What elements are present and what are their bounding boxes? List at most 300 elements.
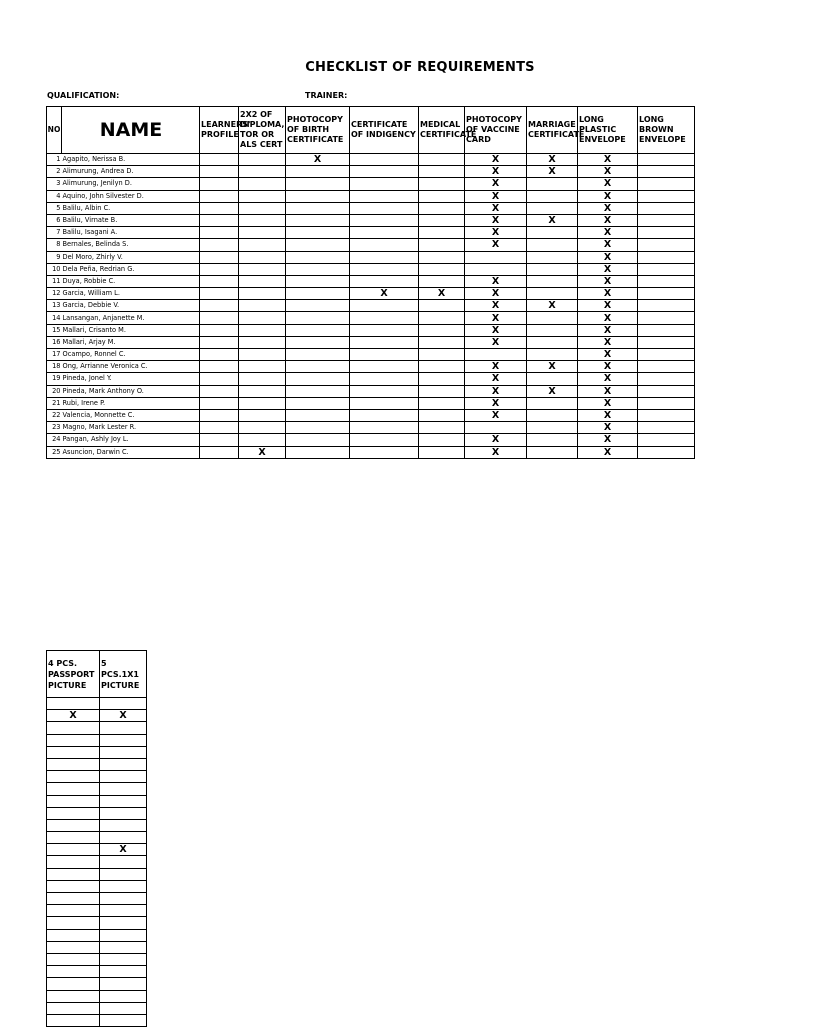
cell-indigency <box>350 422 419 434</box>
cell-indigency <box>350 409 419 421</box>
row-name: Pineda, Jonel Y. <box>62 373 200 385</box>
cell-passport-picture <box>47 990 100 1002</box>
cell-plastic-envelope: X <box>578 361 638 373</box>
cell-vaccine: X <box>465 385 527 397</box>
table-row <box>47 361 695 373</box>
cell-brown-envelope <box>638 190 695 202</box>
pictures-row <box>47 758 147 770</box>
cell-indigency <box>350 385 419 397</box>
row-name: Ocampo, Ronnel C. <box>62 349 200 361</box>
row-name: Balilu, Isagani A. <box>62 227 200 239</box>
cell-learners-profile <box>200 336 239 348</box>
cell-plastic-envelope: X <box>578 154 638 166</box>
cell-indigency <box>350 202 419 214</box>
cell-vaccine <box>465 422 527 434</box>
cell-learners-profile <box>200 239 239 251</box>
cell-brown-envelope <box>638 275 695 287</box>
pictures-row <box>47 783 147 795</box>
cell-plastic-envelope: X <box>578 336 638 348</box>
table-row <box>47 434 695 446</box>
table-row <box>47 288 695 300</box>
cell-medical <box>419 275 465 287</box>
row-number: 11 <box>47 275 62 287</box>
pictures-row <box>47 941 147 953</box>
cell-vaccine: X <box>465 397 527 409</box>
header-vaccine: PHOTOCOPY OF VACCINE CARD <box>465 107 527 154</box>
cell-birth-cert <box>286 336 350 348</box>
cell-diploma <box>239 166 286 178</box>
pictures-row <box>47 868 147 880</box>
cell-indigency <box>350 361 419 373</box>
cell-1x1-picture <box>100 990 147 1002</box>
cell-medical <box>419 300 465 312</box>
cell-indigency <box>350 275 419 287</box>
pictures-row <box>47 844 147 856</box>
cell-medical <box>419 190 465 202</box>
cell-vaccine: X <box>465 336 527 348</box>
table-row <box>47 409 695 421</box>
cell-1x1-picture <box>100 783 147 795</box>
cell-diploma <box>239 409 286 421</box>
cell-birth-cert <box>286 409 350 421</box>
cell-medical <box>419 178 465 190</box>
cell-passport-picture <box>47 795 100 807</box>
cell-birth-cert <box>286 434 350 446</box>
cell-1x1-picture <box>100 893 147 905</box>
cell-passport-picture <box>47 953 100 965</box>
table-row <box>47 312 695 324</box>
cell-1x1-picture <box>100 758 147 770</box>
table-row <box>47 154 695 166</box>
cell-plastic-envelope: X <box>578 251 638 263</box>
pictures-row <box>47 710 147 722</box>
cell-diploma <box>239 312 286 324</box>
cell-marriage <box>527 349 578 361</box>
cell-birth-cert <box>286 288 350 300</box>
table-row <box>47 385 695 397</box>
cell-marriage <box>527 251 578 263</box>
row-number: 14 <box>47 312 62 324</box>
cell-plastic-envelope: X <box>578 324 638 336</box>
cell-passport-picture <box>47 734 100 746</box>
cell-passport-picture <box>47 893 100 905</box>
cell-diploma: X <box>239 446 286 458</box>
cell-indigency <box>350 312 419 324</box>
cell-diploma <box>239 288 286 300</box>
cell-marriage: X <box>527 154 578 166</box>
cell-learners-profile <box>200 263 239 275</box>
row-number: 18 <box>47 361 62 373</box>
cell-marriage <box>527 312 578 324</box>
cell-indigency <box>350 251 419 263</box>
table-row <box>47 166 695 178</box>
row-number: 16 <box>47 336 62 348</box>
row-name: Pangan, Ashly Joy L. <box>62 434 200 446</box>
cell-learners-profile <box>200 300 239 312</box>
cell-passport-picture <box>47 698 100 710</box>
cell-passport-picture <box>47 868 100 880</box>
table-header-row <box>47 107 695 154</box>
cell-plastic-envelope: X <box>578 434 638 446</box>
row-number: 12 <box>47 288 62 300</box>
cell-indigency <box>350 154 419 166</box>
cell-brown-envelope <box>638 300 695 312</box>
cell-birth-cert <box>286 300 350 312</box>
pictures-row <box>47 807 147 819</box>
cell-learners-profile <box>200 154 239 166</box>
table-row <box>47 202 695 214</box>
cell-brown-envelope <box>638 409 695 421</box>
cell-birth-cert: X <box>286 154 350 166</box>
cell-brown-envelope <box>638 214 695 226</box>
row-name: Agapito, Nerissa B. <box>62 154 200 166</box>
cell-medical <box>419 446 465 458</box>
cell-diploma <box>239 214 286 226</box>
pictures-header-row <box>47 651 147 698</box>
cell-passport-picture <box>47 1002 100 1014</box>
table-row <box>47 275 695 287</box>
cell-indigency <box>350 166 419 178</box>
cell-1x1-picture <box>100 1002 147 1014</box>
table-row <box>47 239 695 251</box>
pictures-row <box>47 966 147 978</box>
table-row <box>47 446 695 458</box>
cell-brown-envelope <box>638 166 695 178</box>
cell-indigency <box>350 300 419 312</box>
row-name: Garcia, Debbie V. <box>62 300 200 312</box>
pictures-row <box>47 832 147 844</box>
cell-medical <box>419 154 465 166</box>
cell-learners-profile <box>200 422 239 434</box>
cell-medical <box>419 409 465 421</box>
pictures-row <box>47 734 147 746</box>
cell-indigency <box>350 227 419 239</box>
cell-indigency: X <box>350 288 419 300</box>
cell-marriage <box>527 446 578 458</box>
cell-diploma <box>239 397 286 409</box>
cell-plastic-envelope: X <box>578 166 638 178</box>
cell-diploma <box>239 300 286 312</box>
row-name: Pineda, Mark Anthony O. <box>62 385 200 397</box>
cell-brown-envelope <box>638 422 695 434</box>
header-indigency: CERTIFICATE OF INDIGENCY <box>350 107 419 154</box>
cell-medical <box>419 239 465 251</box>
cell-vaccine: X <box>465 275 527 287</box>
cell-diploma <box>239 202 286 214</box>
cell-1x1-picture <box>100 746 147 758</box>
header-brown-envelope: LONG BROWN ENVELOPE <box>638 107 695 154</box>
row-number: 4 <box>47 190 62 202</box>
cell-marriage <box>527 227 578 239</box>
cell-medical <box>419 202 465 214</box>
cell-birth-cert <box>286 324 350 336</box>
cell-diploma <box>239 190 286 202</box>
cell-plastic-envelope: X <box>578 214 638 226</box>
cell-learners-profile <box>200 166 239 178</box>
row-number: 25 <box>47 446 62 458</box>
cell-medical: X <box>419 288 465 300</box>
cell-medical <box>419 385 465 397</box>
cell-diploma <box>239 251 286 263</box>
cell-birth-cert <box>286 422 350 434</box>
cell-vaccine: X <box>465 361 527 373</box>
row-number: 19 <box>47 373 62 385</box>
cell-brown-envelope <box>638 349 695 361</box>
cell-marriage <box>527 373 578 385</box>
cell-diploma <box>239 178 286 190</box>
cell-marriage <box>527 336 578 348</box>
cell-marriage <box>527 397 578 409</box>
header-no: NO <box>47 107 62 154</box>
cell-passport-picture <box>47 1014 100 1026</box>
cell-birth-cert <box>286 312 350 324</box>
cell-1x1-picture <box>100 771 147 783</box>
row-number: 10 <box>47 263 62 275</box>
cell-1x1-picture <box>100 953 147 965</box>
cell-plastic-envelope: X <box>578 422 638 434</box>
cell-medical <box>419 373 465 385</box>
table-row <box>47 178 695 190</box>
table-row <box>47 336 695 348</box>
row-name: Del Moro, Zhirly V. <box>62 251 200 263</box>
cell-vaccine: X <box>465 312 527 324</box>
cell-marriage: X <box>527 361 578 373</box>
cell-learners-profile <box>200 178 239 190</box>
cell-passport-picture <box>47 856 100 868</box>
cell-passport-picture <box>47 771 100 783</box>
cell-marriage: X <box>527 214 578 226</box>
cell-diploma <box>239 385 286 397</box>
cell-indigency <box>350 397 419 409</box>
row-name: Lansangan, Anjanette M. <box>62 312 200 324</box>
cell-marriage <box>527 263 578 275</box>
cell-brown-envelope <box>638 263 695 275</box>
table-row <box>47 251 695 263</box>
cell-vaccine: X <box>465 434 527 446</box>
row-name: Magno, Mark Lester R. <box>62 422 200 434</box>
header-1x1-picture: 5 PCS.1X1 PICTURE <box>100 651 147 698</box>
cell-birth-cert <box>286 446 350 458</box>
cell-learners-profile <box>200 324 239 336</box>
cell-brown-envelope <box>638 178 695 190</box>
row-name: Mallari, Crisanto M. <box>62 324 200 336</box>
row-number: 1 <box>47 154 62 166</box>
row-number: 17 <box>47 349 62 361</box>
table-row <box>47 373 695 385</box>
cell-diploma <box>239 336 286 348</box>
cell-vaccine: X <box>465 373 527 385</box>
cell-passport-picture <box>47 978 100 990</box>
header-passport-picture: 4 PCS. PASSPORT PICTURE <box>47 651 100 698</box>
row-name: Asuncion, Darwin C. <box>62 446 200 458</box>
table-row <box>47 214 695 226</box>
row-name: Garcia, William L. <box>62 288 200 300</box>
cell-marriage <box>527 275 578 287</box>
table-row <box>47 300 695 312</box>
cell-vaccine: X <box>465 300 527 312</box>
cell-marriage <box>527 422 578 434</box>
header-birth-certificate: PHOTOCOPY OF BIRTH CERTIFICATE <box>286 107 350 154</box>
cell-birth-cert <box>286 178 350 190</box>
cell-vaccine: X <box>465 446 527 458</box>
cell-medical <box>419 397 465 409</box>
cell-plastic-envelope: X <box>578 190 638 202</box>
cell-medical <box>419 422 465 434</box>
cell-marriage <box>527 202 578 214</box>
cell-medical <box>419 251 465 263</box>
cell-1x1-picture <box>100 807 147 819</box>
cell-marriage <box>527 178 578 190</box>
pictures-row <box>47 880 147 892</box>
cell-learners-profile <box>200 288 239 300</box>
row-number: 21 <box>47 397 62 409</box>
cell-learners-profile <box>200 397 239 409</box>
pictures-table <box>46 650 147 1027</box>
cell-birth-cert <box>286 202 350 214</box>
row-number: 2 <box>47 166 62 178</box>
cell-plastic-envelope: X <box>578 312 638 324</box>
cell-birth-cert <box>286 361 350 373</box>
cell-vaccine: X <box>465 239 527 251</box>
row-name: Balilu, Albin C. <box>62 202 200 214</box>
cell-passport-picture <box>47 917 100 929</box>
cell-1x1-picture <box>100 966 147 978</box>
row-name: Bernales, Belinda S. <box>62 239 200 251</box>
row-name: Mallari, Arjay M. <box>62 336 200 348</box>
cell-birth-cert <box>286 349 350 361</box>
cell-brown-envelope <box>638 373 695 385</box>
row-name: Duya, Robbie C. <box>62 275 200 287</box>
cell-passport-picture <box>47 758 100 770</box>
pictures-row <box>47 856 147 868</box>
cell-vaccine: X <box>465 166 527 178</box>
cell-indigency <box>350 446 419 458</box>
cell-indigency <box>350 373 419 385</box>
row-number: 24 <box>47 434 62 446</box>
cell-plastic-envelope: X <box>578 178 638 190</box>
cell-1x1-picture <box>100 856 147 868</box>
cell-marriage: X <box>527 385 578 397</box>
cell-indigency <box>350 263 419 275</box>
cell-learners-profile <box>200 434 239 446</box>
cell-brown-envelope <box>638 227 695 239</box>
cell-marriage: X <box>527 300 578 312</box>
cell-brown-envelope <box>638 434 695 446</box>
cell-indigency <box>350 324 419 336</box>
cell-vaccine: X <box>465 324 527 336</box>
cell-diploma <box>239 154 286 166</box>
cell-birth-cert <box>286 397 350 409</box>
cell-passport-picture <box>47 880 100 892</box>
cell-birth-cert <box>286 227 350 239</box>
document-title: CHECKLIST OF REQUIREMENTS <box>305 60 535 75</box>
cell-1x1-picture <box>100 905 147 917</box>
cell-vaccine: X <box>465 227 527 239</box>
cell-vaccine <box>465 263 527 275</box>
cell-brown-envelope <box>638 202 695 214</box>
pictures-row <box>47 795 147 807</box>
cell-plastic-envelope: X <box>578 397 638 409</box>
cell-1x1-picture <box>100 1014 147 1026</box>
cell-birth-cert <box>286 190 350 202</box>
cell-1x1-picture <box>100 868 147 880</box>
cell-passport-picture <box>47 966 100 978</box>
header-learners-profile: LEARNERS' PROFILE <box>200 107 239 154</box>
cell-learners-profile <box>200 373 239 385</box>
cell-1x1-picture: X <box>100 710 147 722</box>
cell-marriage <box>527 324 578 336</box>
cell-medical <box>419 214 465 226</box>
cell-passport-picture <box>47 844 100 856</box>
cell-diploma <box>239 275 286 287</box>
row-name: Rubi, Irene P. <box>62 397 200 409</box>
pictures-row <box>47 1014 147 1026</box>
cell-vaccine <box>465 251 527 263</box>
pictures-row <box>47 953 147 965</box>
cell-learners-profile <box>200 409 239 421</box>
cell-indigency <box>350 214 419 226</box>
cell-brown-envelope <box>638 336 695 348</box>
pictures-row <box>47 722 147 734</box>
cell-learners-profile <box>200 202 239 214</box>
cell-marriage: X <box>527 166 578 178</box>
cell-1x1-picture <box>100 832 147 844</box>
cell-diploma <box>239 434 286 446</box>
table-row <box>47 324 695 336</box>
cell-1x1-picture <box>100 795 147 807</box>
cell-passport-picture <box>47 819 100 831</box>
pictures-row <box>47 1002 147 1014</box>
row-number: 13 <box>47 300 62 312</box>
cell-plastic-envelope: X <box>578 446 638 458</box>
header-plastic-envelope: LONG PLASTIC ENVELOPE <box>578 107 638 154</box>
requirements-table <box>46 106 695 459</box>
cell-learners-profile <box>200 361 239 373</box>
pictures-row <box>47 746 147 758</box>
table-row <box>47 190 695 202</box>
row-name: Alimurung, Jenilyn D. <box>62 178 200 190</box>
cell-brown-envelope <box>638 288 695 300</box>
cell-plastic-envelope: X <box>578 300 638 312</box>
cell-1x1-picture <box>100 880 147 892</box>
row-number: 5 <box>47 202 62 214</box>
pictures-row <box>47 929 147 941</box>
header-medical: MEDICAL CERTIFICATE <box>419 107 465 154</box>
cell-birth-cert <box>286 166 350 178</box>
cell-marriage <box>527 239 578 251</box>
cell-brown-envelope <box>638 397 695 409</box>
pictures-row <box>47 905 147 917</box>
row-name: Dela Peña, Redrian G. <box>62 263 200 275</box>
cell-plastic-envelope: X <box>578 409 638 421</box>
row-number: 15 <box>47 324 62 336</box>
cell-1x1-picture <box>100 734 147 746</box>
cell-medical <box>419 166 465 178</box>
cell-diploma <box>239 373 286 385</box>
pictures-row <box>47 917 147 929</box>
pictures-row <box>47 978 147 990</box>
cell-diploma <box>239 227 286 239</box>
cell-indigency <box>350 239 419 251</box>
cell-passport-picture <box>47 941 100 953</box>
trainer-label: TRAINER: <box>305 91 348 100</box>
cell-indigency <box>350 190 419 202</box>
cell-indigency <box>350 434 419 446</box>
pictures-row <box>47 771 147 783</box>
cell-vaccine: X <box>465 288 527 300</box>
cell-birth-cert <box>286 385 350 397</box>
cell-medical <box>419 263 465 275</box>
